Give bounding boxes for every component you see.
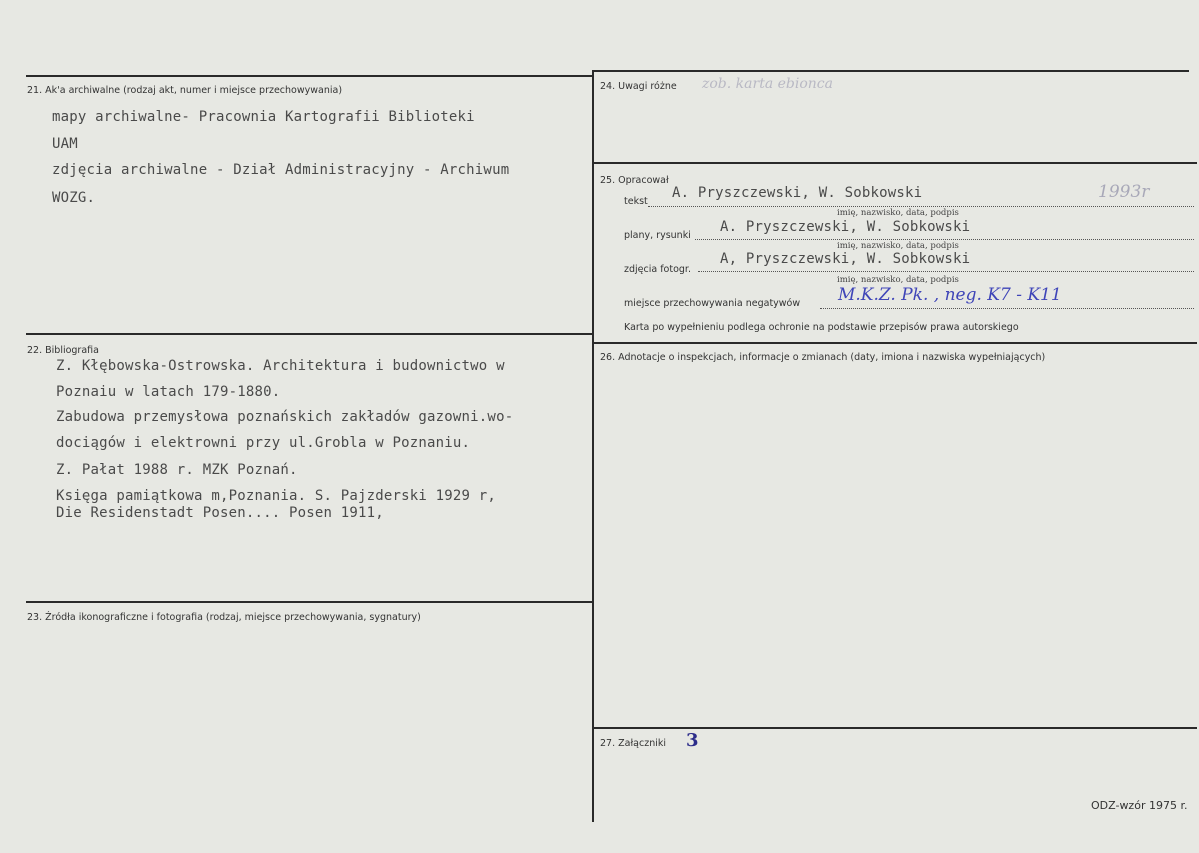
plany-dotline [695,239,1194,240]
section-21-label: 21. Ak'a archiwalne (rodzaj akt, numer i miejsce przechowywania) [27,85,343,96]
tekst-dotline [648,206,1194,207]
rule-21-22 [26,333,592,335]
section-22-line-3: Zabudowa przemysłowa poznańskich zakładów gazowni.wo- [56,409,514,425]
zdjecia-caption: imię, nazwisko, data, podpis [837,275,959,285]
zdjecia-label: zdjęcia fotogr. [624,264,691,275]
top-rule-left [26,75,592,77]
rule-22-23 [26,601,592,603]
rule-24-25 [592,162,1197,164]
form-code: ODZ-wzór 1975 r. [1091,799,1188,812]
section-22-line-5: Z. Pałat 1988 r. MZK Poznań. [56,462,298,478]
tekst-caption: imię, nazwisko, data, podpis [837,208,959,218]
tekst-year: 1993r [1098,182,1150,202]
plany-caption: imię, nazwisko, data, podpis [837,241,959,251]
plany-value: A. Pryszczewski, W. Sobkowski [720,219,971,235]
top-rule-right [592,70,1189,72]
section-23-label: 23. Źródła ikonograficzne i fotografia (rodzaj, miejsce przechowywania, sygnatury) [27,612,421,623]
section-22-line-2: Poznaiu w latach 179-1880. [56,384,281,400]
section-22-label: 22. Bibliografia [27,345,99,356]
section-21-line-4: WOZG. [52,190,96,206]
negatywy-dotline [820,308,1194,309]
section-21-line-1: mapy archiwalne- Pracownia Kartografii Biblioteki [52,109,475,125]
plany-label: plany, rysunki [624,230,691,241]
rule-26-27 [592,727,1197,729]
section-24-label: 24. Uwagi różne [600,81,677,92]
section-21-line-3: zdjęcia archiwalne - Dział Administracyjny - Archiwum [52,162,510,178]
negatywy-label: miejsce przechowywania negatywów [624,298,801,309]
section-22-line-7: Die Residenstadt Posen.... Posen 1911, [56,505,384,521]
section-21-line-2: UAM [52,136,78,152]
zdjecia-value: A, Pryszczewski, W. Sobkowski [720,251,971,267]
zdjecia-dotline [698,271,1194,272]
tekst-label: tekst [624,196,648,207]
tekst-value: A. Pryszczewski, W. Sobkowski [672,185,923,201]
section-22-line-4: dociągów i elektrowni przy ul.Grobla w Poznaniu. [56,435,471,451]
section-22-line-1: Z. Kłębowska-Ostrowska. Architektura i budownictwo w [56,358,505,374]
section-25-label: 25. Opracował [600,175,669,186]
section-27-value: 3 [686,730,699,751]
section-22-line-6: Księga pamiątkowa m,Poznania. S. Pajzderski 1929 r, [56,488,497,504]
section-24-handwritten-note: zob. karta ebionca [702,76,833,92]
center-divider [592,70,594,822]
section-27-label: 27. Załączniki [600,738,666,749]
negatywy-value: M.K.Z. Pk. , neg. K7 - K11 [838,285,1062,305]
rule-25-26 [592,342,1197,344]
section-26-label: 26. Adnotacje o inspekcjach, informacje o zmianach (daty, imiona i nazwiska wypełniających) [600,352,1046,363]
copyright-note: Karta po wypełnieniu podlega ochronie na podstawie przepisów prawa autorskiego [624,322,1019,333]
